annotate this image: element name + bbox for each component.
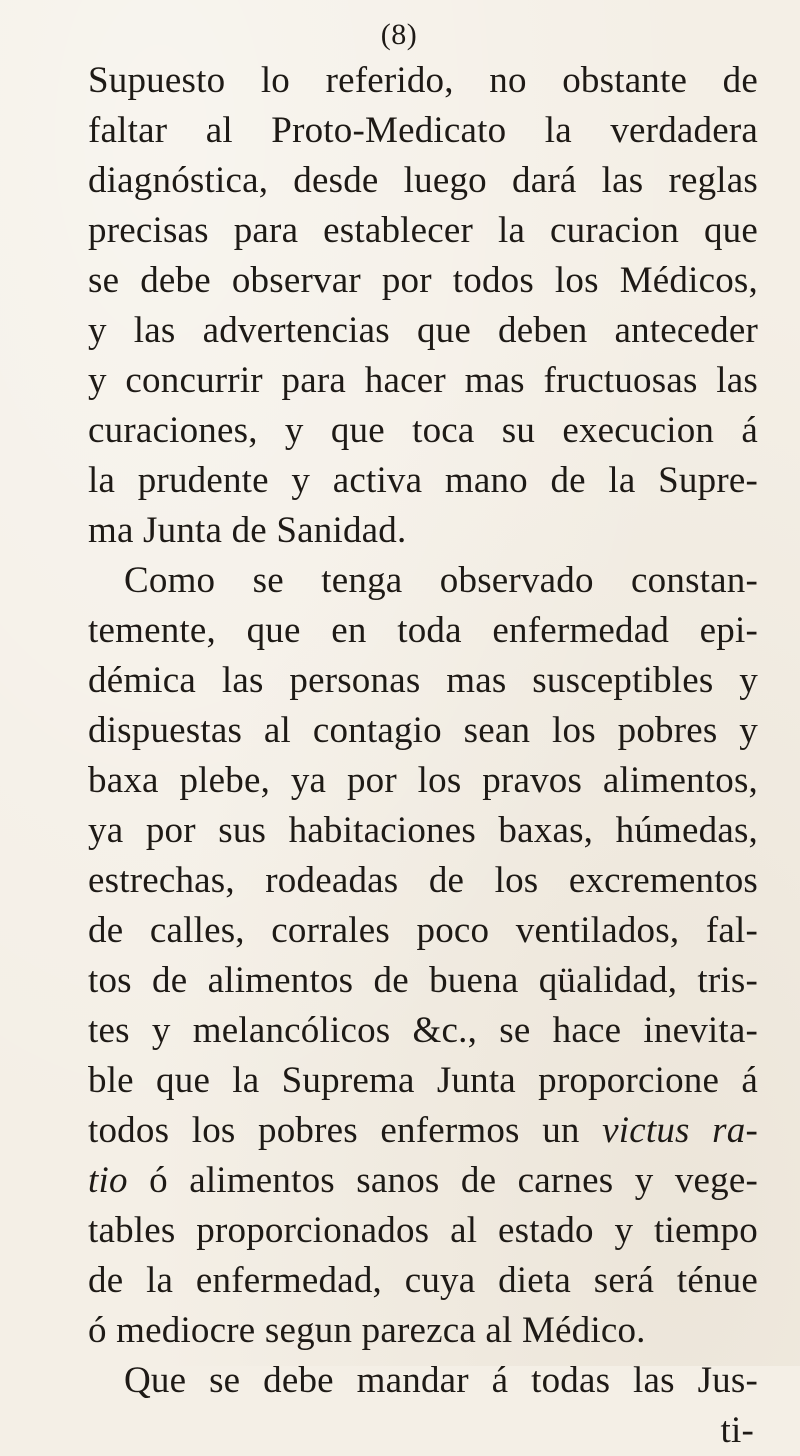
text-line: tos de alimentos de buena qüalidad, tris- <box>88 960 758 1001</box>
text-line: Como se tenga observado constan- <box>124 560 758 601</box>
text-line: tables proporcionados al estado y tiempo <box>88 1210 758 1251</box>
text-line: y las advertencias que deben anteceder <box>88 310 758 351</box>
text-line: faltar al Proto-Medicato la verdadera <box>88 110 758 151</box>
text-line <box>88 1106 758 1156</box>
text-line: tes y melancólicos &c., se hace inevita- <box>88 1010 758 1051</box>
latin-phrase: victus ra- <box>602 1110 758 1151</box>
text-line: Supuesto lo referido, no obstante de <box>88 60 758 101</box>
text-line: de la enfermedad, cuya dieta será ténue <box>88 1260 758 1301</box>
text-line: ble que la Suprema Junta proporcione á <box>88 1060 758 1101</box>
text-line: temente, que en toda enfermedad epi- <box>88 610 758 651</box>
text-line: de calles, corrales poco ventilados, fal- <box>88 910 758 951</box>
text-line: precisas para establecer la curacion que <box>88 210 758 251</box>
latin-phrase-end: tio <box>88 1160 128 1201</box>
text-line: baxa plebe, ya por los pravos alimentos, <box>88 760 758 801</box>
text-line: ó mediocre segun parezca al Médico. <box>88 1310 646 1351</box>
text-line: dispuestas al contagio sean los pobres y <box>88 710 758 751</box>
text-line: curaciones, y que toca su execucion á <box>88 410 758 451</box>
text-line: diagnóstica, desde luego dará las reglas <box>88 160 758 201</box>
text-line: se debe observar por todos los Médicos, <box>88 260 758 301</box>
text-line: démica las personas mas susceptibles y <box>88 660 758 701</box>
text-line: y concurrir para hacer mas fructuosas las <box>88 360 758 401</box>
catchword: ti- <box>720 1410 754 1451</box>
body-text <box>88 56 758 1456</box>
text-line-rest: ó alimentos sanos de carnes y vege- <box>149 1160 758 1201</box>
text-line <box>88 1156 758 1206</box>
page-number: (8) <box>380 18 418 51</box>
text-line: la prudente y activa mano de la Supre- <box>88 460 758 501</box>
text-line: estrechas, rodeadas de los excrementos <box>88 860 758 901</box>
text-line-start: todos los pobres enfermos un <box>88 1110 580 1151</box>
text-line: ma Junta de Sanidad. <box>88 510 407 551</box>
text-line: Que se debe mandar á todas las Jus- <box>124 1360 758 1401</box>
text-line: ya por sus habitaciones baxas, húmedas, <box>88 810 758 851</box>
